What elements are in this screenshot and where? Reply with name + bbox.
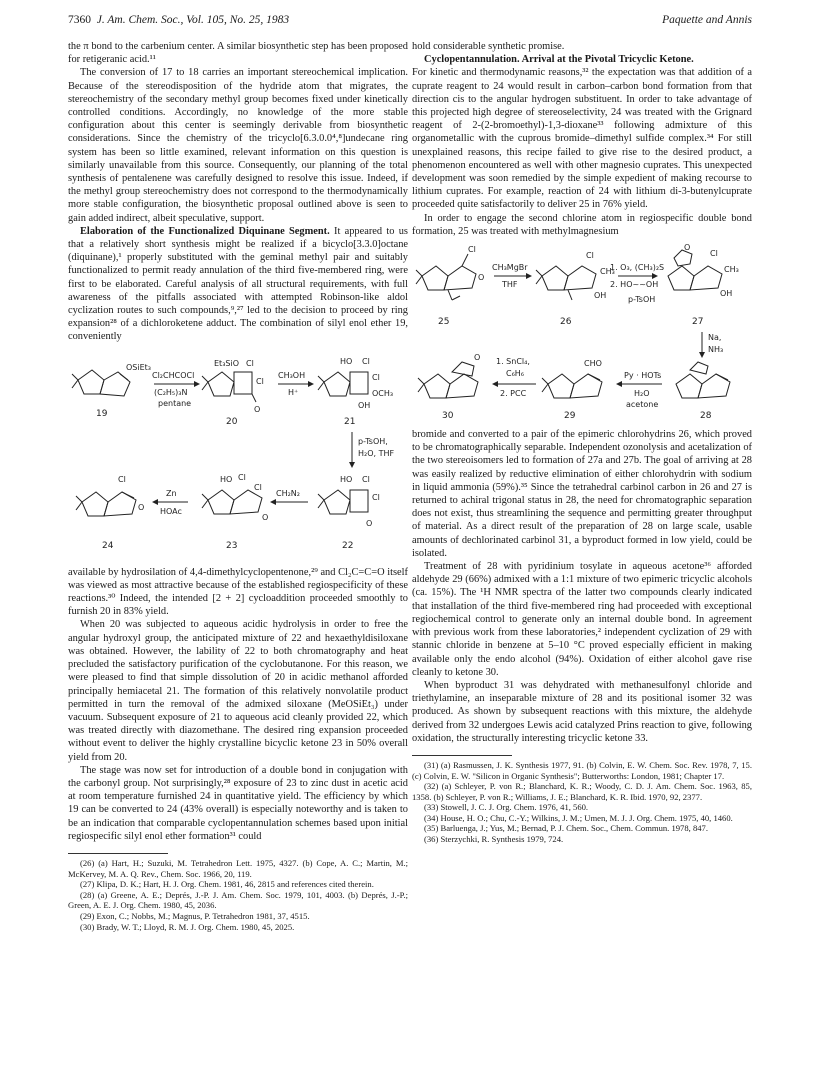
group-label: OH xyxy=(358,400,371,410)
header-left xyxy=(68,14,289,26)
compound-number-25: 25 xyxy=(438,317,450,328)
group-label: O xyxy=(366,518,373,528)
group-label: CH₃ xyxy=(600,267,615,277)
footnote: (35) Barluenga, J.; Yus, M.; Bernad, P. J. Chem. Soc., Chem. Commun. 1978, 847. xyxy=(424,823,708,834)
footnote: (32) (a) Schleyer, P. von R.; Blanchard, K. R.; Woody, C. D. J. Am. Chem. Soc. 1963, 85, 1358. (b) Schleyer, P. von R.; Williams, J. E.; Blanchard, K. R. Ibid. 1970, 92, 2377. xyxy=(412,781,752,802)
group-label: Cl xyxy=(118,474,126,484)
paragraph: Treatment of 28 with pyridinium tosylate in aqueous acetone³⁶ afforded aldehyde 29 (66%) admixed with a 1:1 mixture of two epimeric tricyclic alcohols (ca. 15%). The ¹H NMR spectra of the latter two compounds clearly indicated that installation of the third five-membered ring had proceeded with exceptional regiochemical control to generate only an internal double bond. In agreement with previous work from these laboratories,² independent cyclization of 29 with stannic chloride in benzene at 5–10 °C proved especially efficient in making available only the endo alcohol (94%). Oxidation of either alcohol gave rise cleanly to ketone 30. xyxy=(412,561,752,678)
reagent-label: 1. SnCl₄, xyxy=(496,357,530,367)
paragraph: bromide and converted to a pair of the epimeric chlorohydrins 26, which proved to be chromatographically separable. Independent ozonolysis and acetalization of the two stereoisomers led to formation of 27a and 27b. The goal of arriving at 28 was easily realized by reductive elimination of either chlorohydrin with sodium in liquid ammonia (59%).³⁵ Since the tetrahedral carbinol carbon in 26 and 27 is returned to achiral trigonal status in 28, the need for chromatographic separation does not exist, thus streamlining the sequence and permitting greater throughput of material. As a direct result of the preparation of 28 on large scale, usable amounts of dechlorinated carbinol 31, a byproduct formed in low yield, could be isolated. xyxy=(412,429,752,559)
footnote-divider xyxy=(68,853,168,854)
arrowhead xyxy=(349,462,355,468)
footnotes-left xyxy=(68,858,408,932)
paragraph xyxy=(68,225,408,344)
structure-28 xyxy=(676,362,730,398)
paragraph: The stage was now set for introduction of a double bond in conjugation with the carbonyl group. Not surprisingly,²⁸ exposure of 23 to zinc dust in acetic acid at room temperature furnished 24 in quantitative yield. The efficiency by which 19 can be converted to 24 (43% overall) is especially noteworthy and is taken to be an indication that comparable cyclopentannulation schemes based upon initial regiospecific silyl enol ether formation³¹ could xyxy=(68,764,408,842)
reagent-label: Cl₂CHCOCl xyxy=(152,370,195,380)
reagent-label: C₆H₆ xyxy=(506,369,525,379)
scheme-2-drawing xyxy=(412,244,752,422)
paragraph: available by hydrosilation of 4,4-dimethylcyclopentenone,²⁹ and Cl₂C=C=O itself was viewed as most attractive because of the established regiospecificity of these reactions.³⁰ Indeed, the intended [2 + 2] cycloaddition proceeded smoothly to furnish 20 in 83% yield. xyxy=(68,566,408,618)
arrowhead xyxy=(194,381,200,387)
group-label: Cl xyxy=(246,358,254,368)
group-label: O xyxy=(474,353,481,363)
footnote: (26) (a) Hart, H.; Suzuki, M. Tetrahedron Lett. 1975, 4327. (b) Cope, A. C.; Martin, M.; McKervey, M. A. Q. Rev., Chem. Soc. 1966, 20, 119. xyxy=(68,857,408,879)
footnote: (29) Exon, C.; Nobbs, M.; Magnus, P. Tetrahedron 1981, 37, 4515. xyxy=(80,910,310,921)
section-heading: Cyclopentannulation. Arrival at the Pivotal Tricyclic Ketone. xyxy=(424,54,694,66)
structure-30 xyxy=(418,353,480,398)
reagent-label: H₂O, THF xyxy=(358,448,395,458)
reagent-label: CH₃MgBr xyxy=(492,263,528,273)
compound-number-30: 30 xyxy=(442,411,454,422)
paragraph: When byproduct 31 was dehydrated with methanesulfonyl chloride and triethylamine, an inseparable mixture of 28 and its positional isomer 32 was produced. As shown by subsequent reactions with this mixture, the aldehyde derived from 32 undergoes Lewis acid catalyzed Prins reaction to give, following oxidation, the structurally interesting tricyclic ketone 33. xyxy=(412,679,752,744)
arrowhead xyxy=(526,273,532,279)
group-label: Cl xyxy=(256,376,264,386)
group-label: Cl xyxy=(238,472,246,482)
reagent-label: Py · HOTs xyxy=(624,371,662,381)
compound-number-24: 24 xyxy=(102,540,114,551)
structure-29 xyxy=(542,359,602,398)
reagent-label: p-TsOH, xyxy=(358,436,388,446)
paragraph: In order to engage the second chlorine atom in regiospecific double bond formation, 25 was treated with methylmagnesium xyxy=(412,212,752,237)
compound-number-23: 23 xyxy=(226,540,238,551)
structure-21 xyxy=(318,357,393,410)
group-label: O xyxy=(478,273,485,283)
footnote: (34) House, H. O.; Chu, C.-Y.; Wilkins, J. M.; Umen, M. J. J. Org. Chem. 1975, 40, 1460. xyxy=(424,812,733,823)
paragraph: hold considerable synthetic promise. xyxy=(412,41,565,52)
footnote: (30) Brady, W. T.; Lloyd, R. M. J. Org. Chem. 1980, 45, 2025. xyxy=(80,921,295,932)
group-label: Cl xyxy=(372,372,380,382)
reagent-label: (C₂H₅)₃N xyxy=(154,387,188,397)
group-label: OSiEt₃ xyxy=(126,362,151,372)
section-heading-paragraph xyxy=(412,53,752,66)
group-label: O xyxy=(262,512,269,522)
group-label: HO xyxy=(220,474,233,484)
reagent-label: Zn xyxy=(166,488,177,498)
compound-number-27: 27 xyxy=(692,317,704,328)
group-label: CHO xyxy=(584,359,602,369)
group-label: Cl xyxy=(586,251,594,261)
structure-20 xyxy=(202,359,264,414)
footnotes-right xyxy=(412,760,752,845)
group-label: O xyxy=(138,502,145,512)
reagent-label: H⁺ xyxy=(288,387,299,397)
group-label: Cl xyxy=(362,474,370,484)
reagent-label: HOAc xyxy=(160,506,182,516)
group-label: HO xyxy=(340,474,353,484)
footnote: (27) Klipa, D. K.; Hart, H. J. Org. Chem. 1981, 46, 2815 and references cited therein. xyxy=(80,879,374,890)
footnote: (36) Sterzychki, R. Synthesis 1979, 724. xyxy=(424,834,564,845)
structure-22 xyxy=(318,475,380,528)
group-label: Cl xyxy=(362,356,370,366)
structure-19 xyxy=(72,363,151,396)
compound-number-21: 21 xyxy=(344,416,356,427)
solvent-label: pentane xyxy=(158,398,192,408)
compound-number-26: 26 xyxy=(560,317,572,328)
group-label: OCH₃ xyxy=(372,388,394,398)
arrowhead xyxy=(152,499,158,505)
left-column xyxy=(68,40,408,932)
arrowhead xyxy=(308,381,314,387)
reagent-label: H₂O xyxy=(634,389,650,399)
header-authors: Paquette and Annis xyxy=(662,14,752,26)
group-label: Cl xyxy=(468,245,476,255)
footnote: (33) Stowell, J. C. J. Org. Chem. 1976, 41, 560. xyxy=(424,802,589,813)
group-label: OH xyxy=(720,289,733,299)
arrowhead xyxy=(652,273,658,279)
arrowhead xyxy=(270,499,276,505)
scheme-1-drawing xyxy=(68,350,408,560)
group-label: OH xyxy=(594,291,607,301)
group-label: O xyxy=(254,404,261,414)
structure-24 xyxy=(76,475,144,516)
arrowhead xyxy=(492,381,498,387)
page-header xyxy=(68,14,752,34)
footnote: (28) (a) Greene, A. E.; Deprés, J.-P. J. Am. Chem. Soc. 1979, 101, 4003. (b) Deprés, J.-P.; Green, A. E. J. Org. Chem. 1980, 45, 2036. xyxy=(68,889,408,911)
footnote: (31) (a) Rasmussen, J. K. Synthesis 1977, 91. (b) Colvin, E. W. Chem. Soc. Rev. 1978, 7, 15. (c) Colvin, E. W. "Silicon in Organic Synthesis"; Butterworths: London, 1981; Chapter 17. xyxy=(412,759,752,781)
journal-citation: J. Am. Chem. Soc., Vol. 105, No. 25, 1983 xyxy=(96,14,290,26)
reagent-label: CH₃OH xyxy=(278,370,306,380)
structure-27 xyxy=(668,244,739,298)
right-column xyxy=(412,40,752,845)
group-label: Cl xyxy=(372,492,380,502)
compound-number-20: 20 xyxy=(226,416,238,427)
group-label: O xyxy=(684,244,691,253)
reagent-label: 2. PCC xyxy=(500,389,527,399)
arrowhead xyxy=(699,352,705,358)
compound-number-29: 29 xyxy=(564,411,576,422)
reaction-scheme-2 xyxy=(412,244,752,422)
compound-number-19: 19 xyxy=(96,408,108,419)
reaction-scheme-1 xyxy=(68,350,408,560)
reagent-label: 1. O₃, (CH₃)₂S xyxy=(610,263,665,273)
paragraph: The conversion of 17 to 18 carries an important stereochemical implication. Because of the stereodisposition of the hydride atom that migrates, the stereochemistry of the secondary methyl group becomes fixed under kinetically controlled conditions. Accordingly, no knowledge of the more stable configuration about this center is seemingly derivable from biosynthetic considerations. Since the chemistry of the tricyclo[6.3.0.0⁴,⁸]undecane ring system has been so little examined, relevant information on this question is similarly unavailable from this source. Consequently, our planning of the total synthesis of pentalenene was carefully designed to resolve this issue. Indeed, if the methyl group stereochemistry does not correspond to the thermodynamically more stable configuration, the biosynthetic proposal outlined above is seen to gain added indirect, albeit speculative, support. xyxy=(68,67,408,224)
arrowhead xyxy=(616,381,622,387)
section-heading: Elaboration of the Functionalized Diquinane Segment. xyxy=(80,225,330,237)
page-number: 7360 xyxy=(68,14,91,26)
reagent-label: Na, xyxy=(708,333,722,343)
reagent-label: CH₂N₂ xyxy=(276,488,300,498)
reagent-label: THF xyxy=(502,280,518,290)
compound-number-22: 22 xyxy=(342,540,354,551)
structure-23 xyxy=(202,473,268,522)
footnote-divider xyxy=(412,755,512,756)
group-label: HO xyxy=(340,356,353,366)
group-label: Cl xyxy=(710,249,718,259)
structure-25 xyxy=(416,245,484,300)
compound-number-28: 28 xyxy=(700,411,712,422)
reagent-label: p-TsOH xyxy=(628,295,656,305)
paragraph: For kinetic and thermodynamic reasons,³² the expectation was that addition of a cuprate reagent to 24 would result in carbon–carbon bond formation from that direction cis to the angular hydrogen substituent. In order to take advantage of this projected high degree of stereoselectivity, 24 was treated with the Grignard reagent of 2-(2-bromoethyl)-1,3-dioxane³³ following admixture of this organometallic with the cuprous bromide–dimethyl sulfide complex.³⁴ For still unexplained reasons, this recipe failed to give rise to the desired product, a phenomenon encountered as well with other magnesio cuprates. This unexpected development was soon remedied by the simple expedient of making recourse to lithium cuprates. For example, reaction of 24 with lithium di-3-butenylcuprate proceeded quite satisfactorily to deliver 25 in 76% yield. xyxy=(412,67,752,211)
paragraph: When 20 was subjected to aqueous acidic hydrolysis in order to free the angular hydroxyl group, the anticipated mixture of 22 and hexaethyldisiloxane was obtained. However, the lability of 22 to both chromatography and heat precluded the satisfactory purification of the cyclobutanone. For this reason, we were pleased to find that simple dissolution of 20 in acidic methanol afforded principally hemiacetal 21. The formation of this relatively nonvolatile product permitted in turn the removal of the admixed siloxane (MeOSiEt₃) under vacuum. Subsequent exposure of 21 to aqueous acid cleanly provided 22, which was treated directly with diazomethane. The desired ring expansion proceeded without event to deliver the highly crystalline bicyclic ketone 23 in 50% overall yield from 20. xyxy=(68,619,408,763)
structure-26 xyxy=(536,251,615,300)
solvent-label: acetone xyxy=(626,400,659,410)
reagent-label: 2. HO~~OH xyxy=(610,280,659,290)
group-label: Cl xyxy=(254,482,262,492)
group-label: Et₃SiO xyxy=(214,358,239,368)
paragraph: the π bond to the carbenium center. A similar biosynthetic step has been proposed for retigeranic acid.¹¹ xyxy=(68,41,408,66)
group-label: CH₃ xyxy=(724,265,739,275)
paragraph-text: It appeared to us that a relatively short synthesis might be realized if a bicyclo[3.3.0]octane (diquinane),¹ properly substituted with the geminal methyl pair and suitably functionalized to permit ready annulation of the third five-membered ring, were first to be elaborated. Careful analysis of all structural requirements, with full awareness of the pitfalls associated with attempted Robinson-like aldol cyclization routes to such compounds,⁹,²⁷ led to the decision to proceed by ring expansion²⁸ of a dichloroketene adduct. The combination of silyl enol ether 19, conveniently xyxy=(68,225,408,343)
reagent-label: NH₃ xyxy=(708,345,724,355)
